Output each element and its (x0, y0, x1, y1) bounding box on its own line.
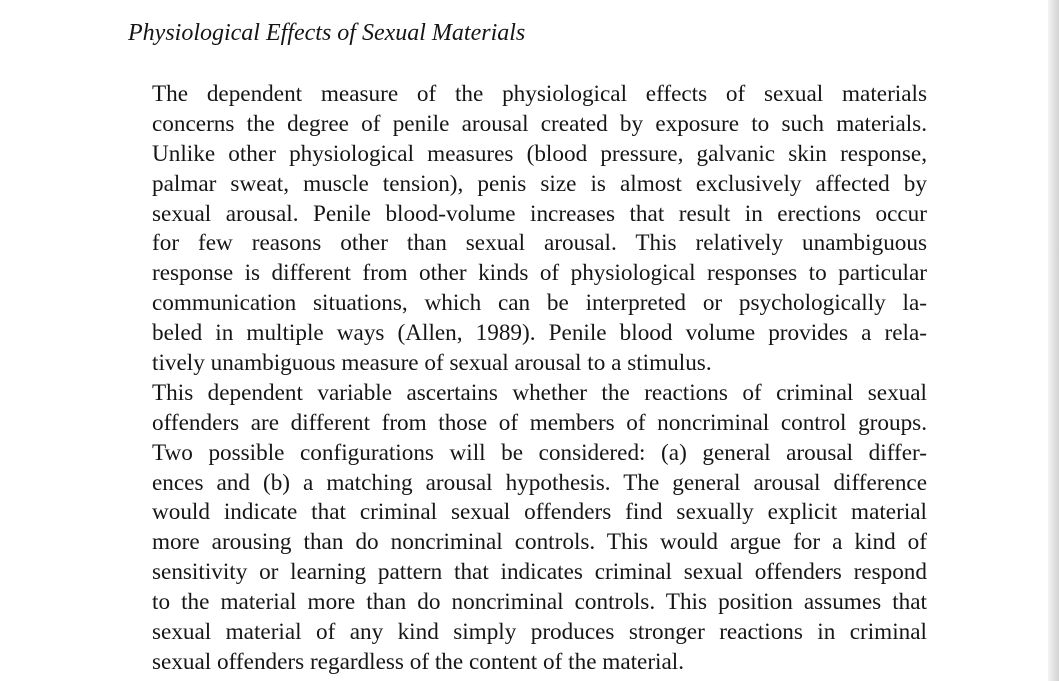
paragraph-2 (127, 379, 927, 678)
text-line: more arousing than do noncriminal controls. This would argue for a kind of (152, 529, 927, 556)
text-line: communication situations, which can be interpreted or psychologically la- (152, 290, 927, 317)
text-line: The dependent measure of the physiological effects of sexual materials (152, 81, 927, 107)
text-line: would indicate that criminal sexual offenders find sexually explicit material (152, 499, 927, 526)
paragraph-1 (127, 80, 927, 379)
text-line: This dependent variable ascertains whether the reactions of criminal sexual (152, 379, 927, 406)
text-line: offenders are different from those of members of noncriminal control groups. (152, 409, 927, 436)
text-line: sensitivity or learning pattern that indicates criminal sexual offenders respond (152, 559, 927, 586)
text-line: ences and (b) a matching arousal hypothesis. The general arousal difference (152, 469, 927, 496)
text-line: Two possible configurations will be considered: (a) general arousal differ- (152, 439, 927, 466)
section-heading: Physiological Effects of Sexual Materials (128, 20, 526, 46)
text-line: for few reasons other than sexual arousal. This relatively unambiguous (152, 230, 927, 257)
text-line: concerns the degree of penile arousal created by exposure to such materials. (152, 110, 927, 137)
text-line: Unlike other physiological measures (blood pressure, galvanic skin response, (152, 140, 927, 167)
text-line: tively unambiguous measure of sexual arousal to a stimulus. (152, 350, 712, 377)
text-line: response is different from other kinds of physiological responses to particular (152, 260, 927, 287)
text-line: sexual material of any kind simply produces stronger reactions in criminal (152, 619, 927, 646)
text-line: sexual arousal. Penile blood-volume increases that result in erections occur (152, 200, 927, 227)
text-line: beled in multiple ways (Allen, 1989). Penile blood volume provides a rela- (152, 320, 927, 347)
body-text (127, 80, 927, 678)
page-edge-shadow (1048, 0, 1059, 681)
text-line: sexual offenders regardless of the content of the material. (152, 648, 685, 675)
text-line: to the material more than do noncriminal controls. This position assumes that (152, 589, 927, 616)
text-line: palmar sweat, muscle tension), penis size is almost exclusively affected by (152, 170, 927, 197)
